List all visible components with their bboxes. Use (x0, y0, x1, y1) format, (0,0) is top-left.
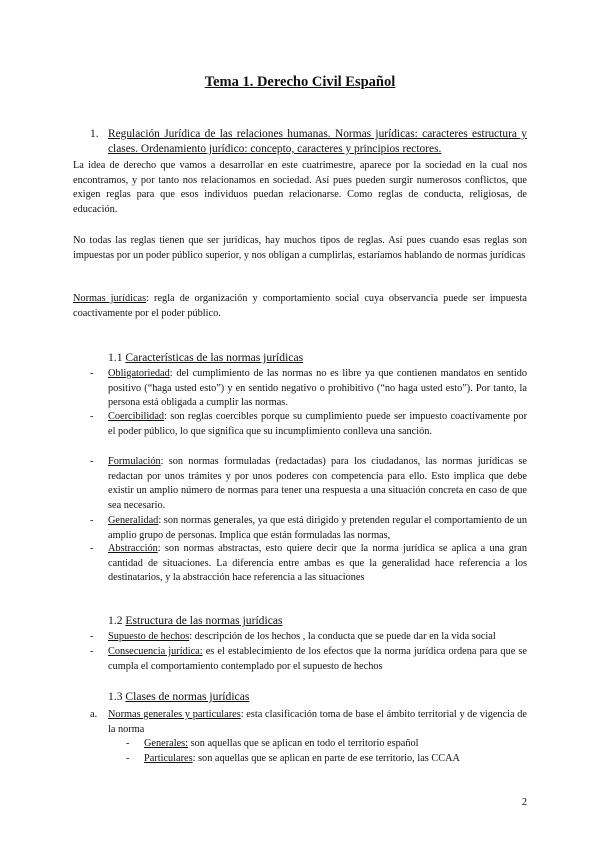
subsection-1-3-heading (108, 690, 249, 704)
item-term: Generales: (144, 738, 189, 749)
list-item (90, 645, 527, 674)
bullet-dash: - (90, 456, 94, 467)
item-text: : son aquellas que se aplican en parte de ese territorio, las CCAA (192, 753, 460, 764)
subsection-1-2-heading (108, 614, 283, 628)
bullet-dash: - (90, 515, 94, 526)
item-text: : descripción de los hechos , la conducta que se puede dar en la vida social (189, 631, 496, 642)
bullet-dash: - (90, 646, 94, 657)
page-number: 2 (521, 797, 527, 808)
subsection-1-1-heading (108, 351, 303, 365)
item-term: Obligatoriedad (108, 368, 170, 379)
subsection-title: Características de las normas jurídicas (125, 351, 304, 364)
item-text: es el establecimiento de los efectos que la norma jurídica ordena para que se cumpla el comportamiento contemplado por el supuesto de hechos (108, 646, 527, 672)
page-title: Tema 1. Derecho Civil Español (204, 74, 396, 90)
item-term: Particulares (144, 753, 193, 764)
item-text: : esta clasificación toma de base el ámbito territorial y de vigencia de la norma (108, 709, 528, 735)
item-term: Coercibilidad (108, 411, 165, 422)
sub-list-item (126, 737, 526, 752)
definition-text: : regla de organización y comportamiento social cuya observancia puede ser impuesta coactivamente por el poder público. (73, 293, 527, 319)
section-1-heading (90, 127, 527, 157)
subsection-number: 1.2 (108, 614, 126, 627)
item-term: Supuesto de hechos (108, 631, 190, 642)
subsection-number: 1.1 (108, 351, 126, 364)
item-term: Formulación (108, 456, 161, 467)
section-1-title: Regulación Jurídica de las relaciones humanas. Normas jurídicas: caracteres estructura y clases. Ordenamiento jurídico: concepto, caracteres y principios rectores. (108, 128, 527, 155)
subsection-title: Clases de normas jurídicas (125, 690, 250, 703)
item-text: : son normas generales, ya que está dirigido y pretenden regular el comportamiento de un amplio grupo de personas. Implica que están formuladas las normas, (108, 515, 527, 541)
bullet-dash: - (126, 738, 130, 749)
list-item-a (90, 708, 527, 737)
list-item (90, 410, 527, 439)
list-item (90, 455, 527, 514)
list-marker: a. (90, 709, 98, 720)
item-term: Consecuencia jurídica: (108, 646, 203, 657)
item-term: Normas generales y particulares (108, 709, 241, 720)
bullet-dash: - (90, 543, 94, 554)
list-item (90, 542, 527, 586)
section-1-number: 1. (90, 128, 99, 140)
definition-term: Normas jurídicas (73, 293, 147, 304)
item-text: son aquellas que se aplican en todo el territorio español (188, 738, 419, 749)
item-term: Abstracción (108, 543, 158, 554)
subsection-title: Estructura de las normas jurídicas (125, 614, 283, 627)
bullet-dash: - (90, 411, 94, 422)
list-item (90, 367, 527, 411)
bullet-dash: - (90, 368, 94, 379)
definition-normas-juridicas (73, 292, 527, 321)
paragraph-intro: La idea de derecho que vamos a desarrollar en este cuatrimestre, aparece por la sociedad en la cual nos encontramos, y por tanto nos relacionamos en sociedad. Así pues pueden surgir numerosos conflictos, que exigen reglas para que esos individuos puedan relacionarse. Como reglas de conducta, religiosas, de educación. (73, 160, 527, 216)
item-text: : son normas abstractas, esto quiere decir que la norma jurídica se aplica a una gran cantidad de situaciones. La diferencia entre ambas es que la generalidad hace referencia a los destinatarios, y la abstracción hace referencia a las situaciones (108, 543, 527, 584)
list-item (90, 514, 527, 543)
bullet-dash: - (126, 753, 130, 764)
subsection-number: 1.3 (108, 690, 126, 703)
item-text: : son normas formuladas (redactadas) para los ciudadanos, las normas jurídicas se redactan por unos trámites y por unos poderes con competencia para ello. Esto implica que debe existir un amplio número de normas para tener una respuesta a una situación concreta en caso de que sea necesario. (108, 456, 527, 512)
paragraph-reglas: No todas las reglas tienen que ser jurídicas, hay muchos tipos de reglas. Así pues cuando esas reglas son impuestas por un poder público superior, y nos obligan a cumplirlas, estaríamos hablando de normas jurídicas (73, 235, 527, 261)
item-text: : son reglas coercibles porque su cumplimiento puede ser impuesto coactivamente por el poder público, lo que significa que su incumplimiento conlleva una sanción. (108, 411, 527, 437)
sub-list-item (126, 752, 526, 767)
bullet-dash: - (90, 631, 94, 642)
item-text: : del cumplimiento de las normas no es libre ya que contienen mandatos en sentido positivo (“haga usted esto”) y en sentido negativo o prohibitivo (“no haga usted esto”). Por tanto, la persona está obligada a cumplir las normas. (108, 368, 527, 409)
list-item (90, 630, 527, 645)
item-term: Generalidad (108, 515, 159, 526)
